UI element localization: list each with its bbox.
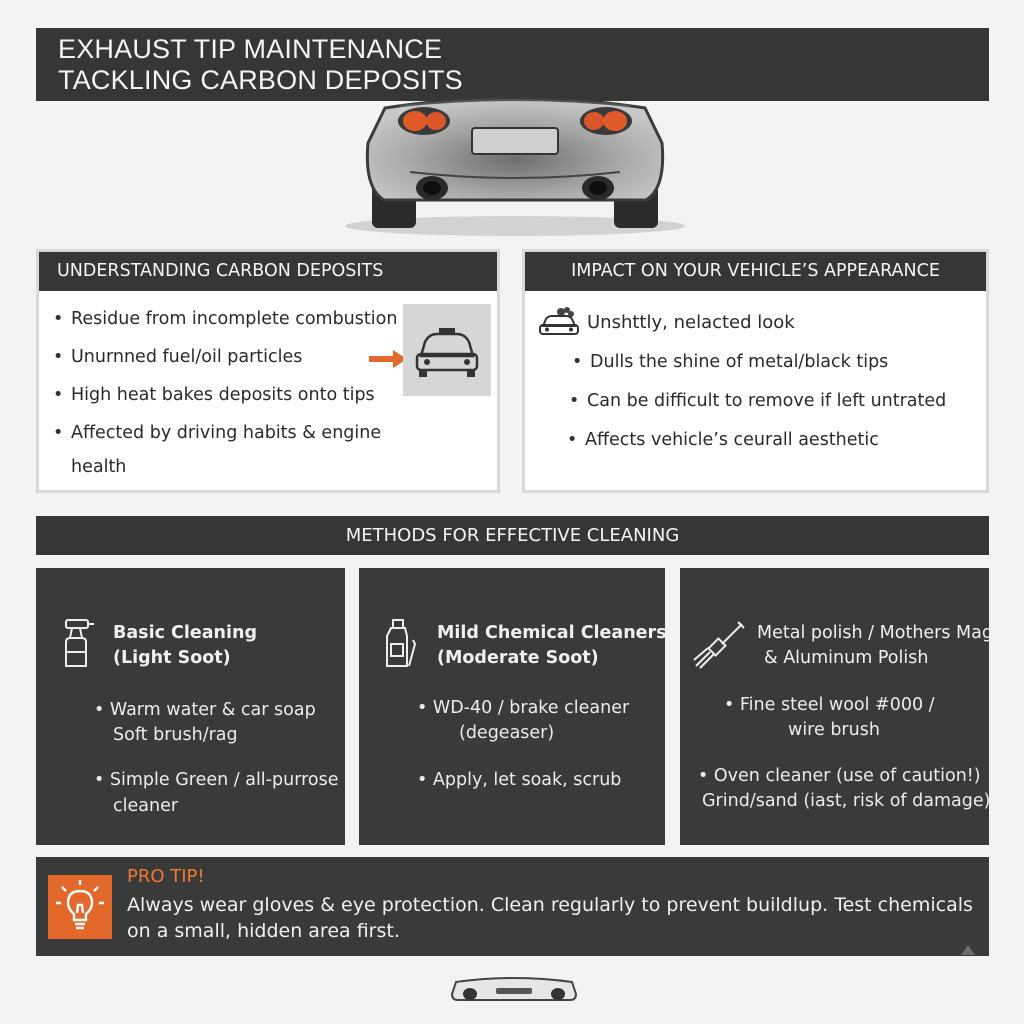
- pro-tip-text: [127, 892, 973, 944]
- list-item: • High heat bakes deposits onto tips: [53, 385, 375, 405]
- car-rear-illustration: [340, 88, 690, 240]
- method-item: • Oven cleaner (use of caution!): [698, 764, 981, 789]
- method-item: cleaner: [113, 796, 179, 816]
- method-card-basic: [36, 568, 345, 845]
- page-subtitle: TACKLING CARBON DEPOSITS: [58, 65, 463, 95]
- method-item: Grind/sand (iast, risk of damage): [702, 791, 991, 811]
- impact-heading: IMPACT ON YOUR VEHICLE’S APPEARANCE: [525, 252, 986, 291]
- method-title: Mild Chemical Cleaners: [437, 623, 667, 643]
- list-item: • Residue from incomplete combustion: [53, 309, 397, 329]
- brush-icon: [692, 620, 746, 670]
- car-rear-small-icon: [448, 972, 580, 1006]
- method-title: Basic Cleaning: [113, 623, 257, 643]
- list-item: • Dulls the shine of metal/black tips: [572, 352, 888, 372]
- method-item: wire brush: [788, 720, 880, 740]
- method-item: • Simple Green / all-purrose: [94, 768, 338, 793]
- method-item: • Warm water & car soap: [94, 698, 316, 723]
- pro-tip-line: Always wear gloves & eye protection. Clean regularly to prevent buildlup. Test chemicals: [127, 894, 973, 916]
- list-item-continuation: health: [71, 457, 127, 477]
- method-subtitle: & Aluminum Polish: [764, 648, 929, 668]
- method-title: Metal polish / Mothers Mag: [757, 623, 993, 643]
- method-item: (degeaser): [459, 723, 555, 743]
- pro-tip-box: [36, 857, 989, 956]
- method-subtitle: (Moderate Soot): [437, 648, 599, 668]
- page-title: EXHAUST TIP MAINTENANCE: [58, 34, 443, 64]
- method-item: • WD-40 / brake cleaner: [417, 696, 629, 721]
- method-item: • Apply, let soak, scrub: [417, 768, 621, 793]
- list-item: • Can be difficult to remove if left untrated: [569, 391, 946, 411]
- arrow-icon: [369, 350, 407, 368]
- cleaner-bottle-icon: [383, 618, 417, 670]
- method-subtitle: (Light Soot): [113, 648, 231, 668]
- methods-heading: METHODS FOR EFFECTIVE CLEANING: [36, 516, 989, 555]
- car-front-icon: [403, 304, 491, 396]
- list-item: • Affects vehicle’s ceurall aesthetic: [567, 430, 879, 450]
- pro-tip-line: on a small, hidden area first.: [127, 920, 400, 942]
- method-card-polish: [680, 568, 993, 845]
- understanding-panel: [36, 249, 500, 493]
- pro-tip-label: PRO TIP!: [127, 866, 205, 887]
- method-item: Soft brush/rag: [113, 725, 238, 745]
- impact-lead: Unshttly, nelacted look: [587, 312, 795, 333]
- understanding-heading: UNDERSTANDING CARBON DEPOSITS: [39, 252, 497, 291]
- impact-panel: [522, 249, 989, 493]
- dirty-car-icon: [537, 306, 581, 338]
- triangle-icon: [961, 945, 975, 955]
- lightbulb-icon: [48, 875, 112, 939]
- list-item: • Unurnned fuel/oil particles: [53, 347, 302, 367]
- spray-bottle-icon: [60, 618, 96, 670]
- list-item: • Affected by driving habits & engine: [53, 423, 381, 443]
- method-item: • Fine steel wool #000 /: [724, 693, 935, 718]
- method-card-chemical: [359, 568, 665, 845]
